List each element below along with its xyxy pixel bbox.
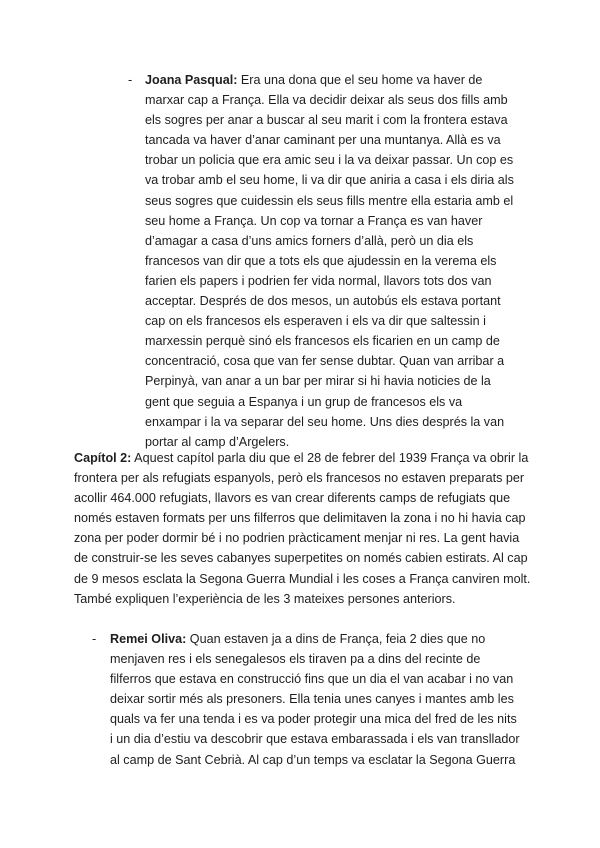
- person-name: Joana Pasqual:: [145, 73, 238, 87]
- list-bullet: -: [128, 73, 133, 87]
- person-name: Remei Oliva:: [110, 632, 187, 646]
- chapter-2-paragraph: [74, 448, 534, 609]
- chapter-heading: Capítol 2:: [74, 451, 132, 465]
- chapter-text: Aquest capítol parla diu que el 28 de febrer del 1939 França va obrir la frontera per als refugiats espanyols, però els francesos no estaven preparats per acollir 464.000 refugiats, llavors es van crear diferents camps de refugiats que només estaven formats per uns filferros que delimitaven la zona i no hi havia cap zona per poder dormir bé i no podrien pràcticament menjar ni res. La gent havia de construir-se les seves cabanyes superpetites on només cabien estirats. Al cap de 9 mesos esclata la Segona Guerra Mundial i les coses a França canviren molt. També expliquen l’experiència de les 3 mateixes persones anteriors.: [74, 451, 531, 606]
- list-bullet: -: [92, 632, 97, 646]
- list-item-remei-oliva: [110, 629, 520, 770]
- list-item-text: Era una dona que el seu home va haver de marxar cap a França. Ella va decidir deixar als seus dos fills amb els sogres per anar a buscar al seu marit i com la frontera estava tancada va haver d’anar caminant per una muntanya. Allà es va trobar un policia que era amic seu i la va deixar passar. Un cop es va trobar amb el seu home, li va dir que aniria a casa i els diria als seus sogres que cuidessin els seus fills mentre ella estaria amb el seu home a França. Un cop va tornar a França es van haver d’amagar a casa d’uns amics forners d’allà, però un dia els francesos van dir que a tots els que ajudessin en la verema els farien els papers i podrien fer vida normal, llavors tots dos van acceptar. Després de dos mesos, un autobús els estava portant cap on els francesos els esperaven i els va dir que saltessin i marxessin perquè sinó els francesos els ficarien en un camp de concentració, cosa que van fer sense dubtar. Quan van arribar a Perpinyà, van anar a un bar per mirar si hi havia noticies de la gent que seguia a Espanya i un grup de francesos els va enxampar i la va separar del seu home. Uns dies després la van portar al camp d’Argelers.: [145, 73, 514, 449]
- list-item-joana-pasqual: [145, 70, 517, 452]
- list-item-text: Quan estaven ja a dins de França, feia 2 dies que no menjaven res i els senegalesos els tiraven pa a dins del recinte de filferros que estava en construcció fins que un dia el van acabar i no van deixar sortir més als presoners. Ella tenia unes canyes i mantes amb les quals va fer una tenda i es va poder protegir una mica del fred de les nits i un dia d’estiu va descobrir que estava embarassada i els van transllador al camp de Sant Cebrià. Al cap d’un temps va esclatar la Segona Guerra: [110, 632, 520, 767]
